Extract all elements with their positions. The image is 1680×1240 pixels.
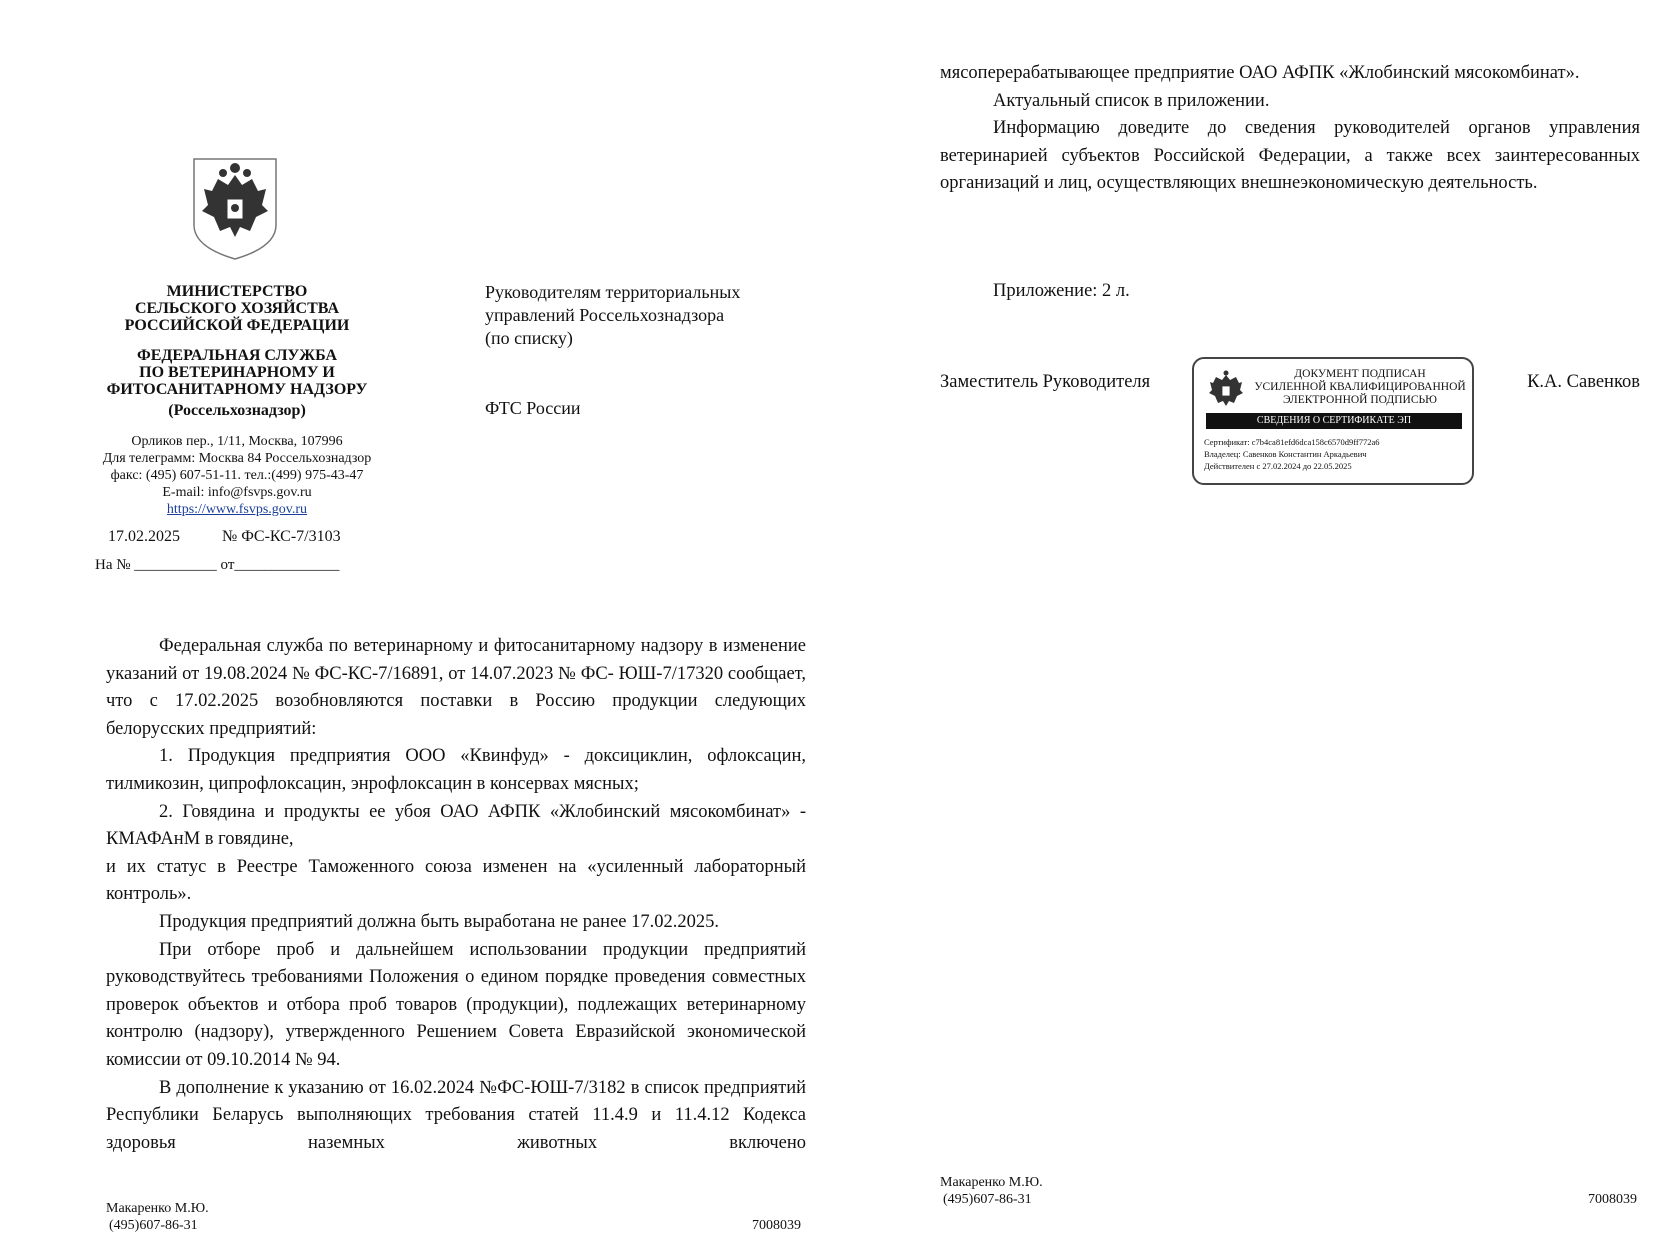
letter-body (106, 633, 806, 1157)
body-paragraph: мясоперерабатывающее предприятие ОАО АФПК «Жлобинский мясокомбинат». (940, 63, 1580, 83)
contact-details (88, 433, 386, 518)
address: Орликов пер., 1/11, Москва, 107996 (131, 434, 343, 449)
service-line: ФИТОСАНИТАРНОМУ НАДЗОРУ (106, 381, 368, 398)
stamp-title-line: УСИЛЕННОЙ КВАЛИФИЦИРОВАННОЙ (1254, 381, 1466, 393)
document-code: 7008039 (1588, 1192, 1637, 1207)
email: E-mail: info@fsvps.gov.ru (162, 485, 312, 500)
electronic-signature-stamp (1192, 357, 1474, 485)
service-line: ПО ВЕТЕРИНАРНОМУ И (139, 364, 335, 381)
recipient-block (485, 281, 740, 350)
executor-name: Макаренко М.Ю. (940, 1175, 1043, 1190)
body-paragraph: При отборе проб и дальнейшем использовании продукции предприятий руководствуйтесь требованиями Положения о едином порядке проведения совместных проверок объектов и отбора проб товаров (продукции), подлежащих ветеринарному контролю (надзору), утвержденного Решением Совета Евразийской экономической комиссии от 09.10.2014 № 94. (106, 939, 806, 1070)
body-paragraph: Продукция предприятий должна быть выработана не ранее 17.02.2025. (159, 911, 719, 932)
body-paragraph: Федеральная служба по ветеринарному и фитосанитарному надзору в изменение указаний от 19.08.2024 № ФС-КС-7/16891, от 14.07.2023 № ФС- ЮШ-7/17320 сообщает, что с 17.02.2025 возобновляются поставки в Россию продукции следующих белорусских предприятий: (106, 636, 806, 739)
stamp-title-line: ДОКУМЕНТ ПОДПИСАН (1294, 368, 1426, 380)
body-paragraph: и их статус в Реестре Таможенного союза изменен на «усиленный лабораторный контроль». (106, 856, 806, 905)
executor (940, 1174, 1043, 1208)
signer-title: Заместитель Руководителя (940, 372, 1151, 392)
list-item: 1. Продукция предприятия ООО «Квинфуд» - доксициклин, офлоксацин, тилмикозин, ципрофлоксацин, энрофлоксацин в консервах мясных; (106, 746, 806, 794)
ministry-line: СЕЛЬСКОГО ХОЗЯЙСТВА (134, 300, 339, 317)
signer-name: К.А. Савенков (1527, 372, 1640, 392)
in-reference-line: На № ___________ от______________ (95, 557, 340, 573)
recipient-line: (по списку) (485, 328, 573, 348)
letter-page-2 (840, 0, 1680, 1240)
website-link[interactable]: https://www.fsvps.gov.ru (166, 502, 308, 517)
registration-number: № ФС-КС-7/3103 (222, 528, 341, 545)
certificate-owner: Владелец: Савенков Константин Аркадьевич (1204, 449, 1367, 459)
list-item: 2. Говядина и продукты ее убоя ОАО АФПК «Жлобинский мясокомбинат» - КМАФАнМ в говядине, (106, 801, 806, 850)
attachment-note: Приложение: 2 л. (993, 281, 1130, 301)
ministry-line: РОССИЙСКОЙ ФЕДЕРАЦИИ (124, 317, 350, 334)
fax-phone: факс: (495) 607-51-11. тел.:(499) 975-43-47 (110, 468, 364, 483)
body-paragraph: В дополнение к указанию от 16.02.2024 №ФС-ЮШ-7/3182 в список предприятий Республики Беларусь выполняющих требования статей 11.4.9 и 11.4.12 Кодекса здоровья наземных животных включено (106, 1077, 806, 1153)
service-line: ФЕДЕРАЛЬНАЯ СЛУЖБА (137, 347, 337, 364)
recipient-line: Руководителям территориальных (485, 282, 741, 302)
service-abbreviation: (Россельхознадзор) (168, 402, 306, 419)
recipient-customs: ФТС России (485, 398, 581, 418)
certificate-validity: Действителен с 27.02.2024 до 22.05.2025 (1204, 461, 1352, 471)
body-paragraph: Информацию доведите до сведения руководителей органов управления ветеринарией субъектов Российской Федерации, а также всех заинтересованных организаций и лиц, осуществляющих внешнеэкономическую деятельность. (940, 118, 1640, 194)
stamp-coat-of-arms-icon (1208, 369, 1244, 411)
stamp-title-line: ЭЛЕКТРОННОЙ ПОДПИСЬЮ (1283, 394, 1437, 406)
telegram-address: Для телеграмм: Москва 84 Россельхознадзор (102, 451, 372, 466)
document-code: 7008039 (752, 1218, 801, 1233)
executor (106, 1200, 209, 1234)
recipient-line: управлений Россельхознадзора (485, 305, 725, 325)
executor-phone: (495)607-86-31 (109, 1218, 198, 1233)
ministry-name (88, 283, 386, 334)
registration-date: 17.02.2025 (108, 528, 180, 545)
certificate-info-bar: СВЕДЕНИЯ О СЕРТИФИКАТЕ ЭП (1206, 413, 1462, 429)
coat-of-arms-icon (190, 155, 280, 263)
service-name (88, 347, 386, 419)
certificate-number: Сертификат: c7b4ca81efd6dca158c6570d9ff772a6 (1204, 437, 1380, 447)
executor-phone: (495)607-86-31 (943, 1192, 1032, 1207)
ministry-line: МИНИСТЕРСТВО (166, 283, 308, 300)
certificate-details (1204, 436, 1380, 472)
executor-name: Макаренко М.Ю. (106, 1201, 209, 1216)
body-paragraph: Актуальный список в приложении. (993, 90, 1270, 111)
letter-body-continued (940, 60, 1640, 198)
stamp-title (1249, 368, 1471, 407)
